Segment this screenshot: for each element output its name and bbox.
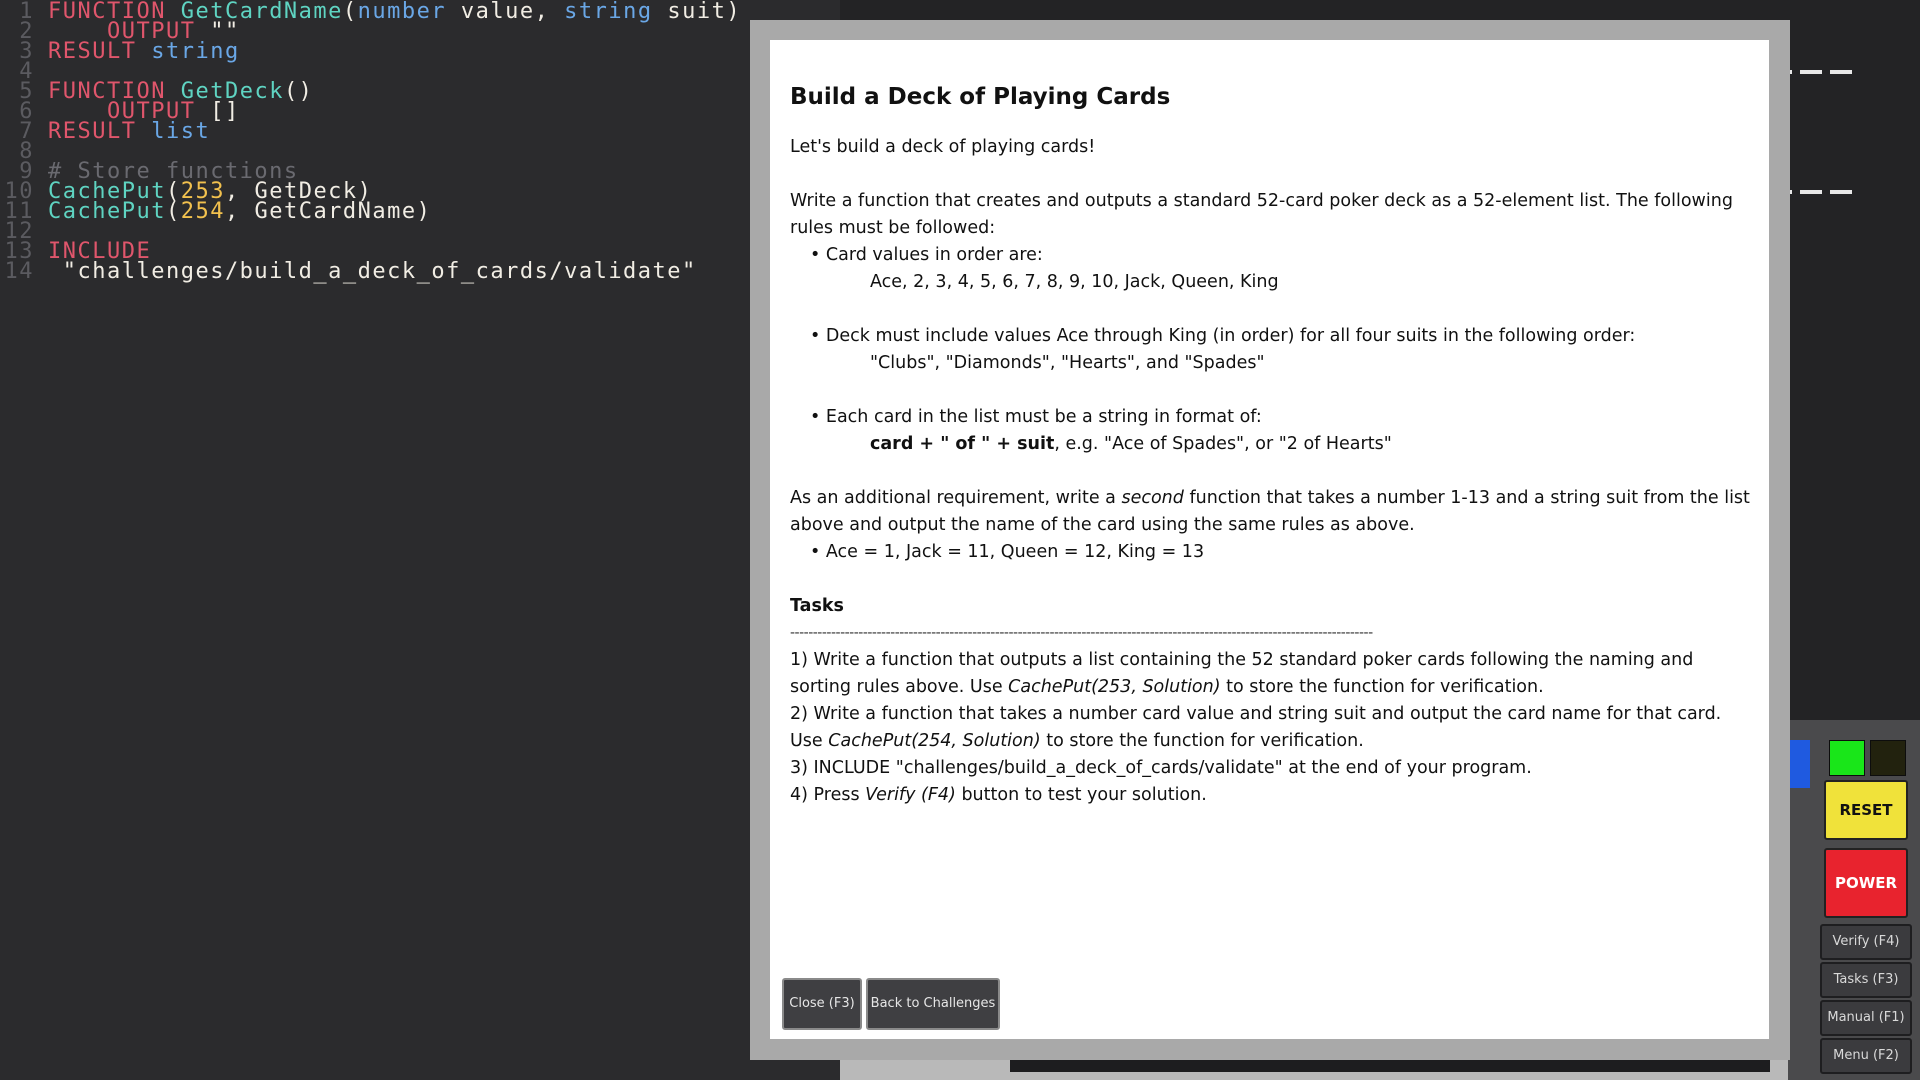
tasks-button[interactable]: Tasks (F3) <box>1820 962 1912 998</box>
code-line[interactable] <box>0 259 697 284</box>
code-token: OUTPUT <box>106 19 196 44</box>
close-button[interactable]: Close (F3) <box>782 978 862 1030</box>
additional-text: function that takes a number 1-13 and a string suit from the list above and output the name of the card using the same rules as above. <box>790 488 1750 535</box>
task-text: 1) Write a function that outputs a list containing the 52 standard poker cards following the naming and sorting rules above. Use <box>790 650 1694 697</box>
intro-text: Let's build a deck of playing cards! <box>790 137 1096 157</box>
line-number: 6 <box>19 99 34 124</box>
challenge-description <box>790 80 1750 809</box>
manual-button[interactable]: Manual (F1) <box>1820 1000 1912 1036</box>
code-reference: CachePut(254, Solution) <box>828 731 1041 751</box>
line-number: 14 <box>4 259 34 284</box>
line-number: 13 <box>4 239 34 264</box>
line-number: 5 <box>19 79 34 104</box>
rule-format-example <box>790 431 1750 458</box>
code-editor[interactable] <box>0 0 840 1080</box>
power-button[interactable]: POWER <box>1824 848 1908 918</box>
challenge-dialog <box>770 40 1769 1039</box>
code-token: () <box>283 79 314 104</box>
code-token: suit) <box>652 0 742 24</box>
line-number: 12 <box>4 219 34 244</box>
line-number: 3 <box>19 39 34 64</box>
code-token: 253 <box>180 179 225 204</box>
line-number: 10 <box>4 179 34 204</box>
rule-suits: • Deck must include values Ace through King (in order) for all four suits in the following order: <box>810 326 1636 346</box>
code-token: ( <box>165 199 181 224</box>
line-number: 7 <box>19 119 34 144</box>
power-led-icon <box>1829 740 1865 776</box>
code-token: INCLUDE <box>48 239 152 264</box>
code-token: 254 <box>180 199 225 224</box>
task-4 <box>790 782 1750 809</box>
rule-card-values: • Card values in order are: <box>810 245 1043 265</box>
dialog-title: Build a Deck of Playing Cards <box>790 84 1171 110</box>
code-token: CachePut <box>48 179 166 204</box>
rule-format: • Each card in the list must be a string in format of: <box>810 407 1262 427</box>
code-line[interactable] <box>0 39 240 64</box>
rule-card-values-list: Ace, 2, 3, 4, 5, 6, 7, 8, 9, 10, Jack, Queen, King <box>870 272 1279 292</box>
line-number: 4 <box>19 59 34 84</box>
code-token: GetCardName <box>180 0 343 24</box>
code-token: number <box>357 0 447 24</box>
code-reference: CachePut(253, Solution) <box>1008 677 1221 697</box>
task-3: 3) INCLUDE "challenges/build_a_deck_of_cards/validate" at the end of your program. <box>790 758 1532 778</box>
task-text: button to test your solution. <box>955 785 1207 805</box>
code-token: FUNCTION <box>48 79 181 104</box>
status-led-icon <box>1870 740 1906 776</box>
additional-requirement <box>790 485 1750 539</box>
code-token: string <box>564 0 653 24</box>
emphasis-text: second <box>1121 488 1184 508</box>
line-number: 1 <box>19 0 34 24</box>
divider: -------------------------------------------------------------------------------------------------------------------------------- <box>790 625 1373 641</box>
task-text: 4) Press <box>790 785 866 805</box>
code-token: string <box>151 39 240 64</box>
code-token: value, <box>446 0 565 24</box>
reset-button[interactable]: RESET <box>1824 780 1908 840</box>
line-number: 2 <box>19 19 34 44</box>
code-token: FUNCTION <box>48 0 181 24</box>
menu-button[interactable]: Menu (F2) <box>1820 1038 1912 1074</box>
code-token: list <box>151 119 211 144</box>
code-token: CachePut <box>48 199 166 224</box>
format-example: , e.g. "Ace of Spades", or "2 of Hearts" <box>1054 434 1392 454</box>
line-number: 8 <box>19 139 34 164</box>
code-token: [] <box>195 99 240 124</box>
task-text: 2) Write a function that takes a number card value and string suit and output the card name for that card. Use <box>790 704 1722 751</box>
line-number: 11 <box>4 199 34 224</box>
value-mapping: • Ace = 1, Jack = 11, Queen = 12, King = 13 <box>810 542 1205 562</box>
rule-suits-list: "Clubs", "Diamonds", "Hearts", and "Spades" <box>870 353 1265 373</box>
code-token: , GetCardName) <box>224 199 432 224</box>
task-1 <box>790 647 1750 701</box>
task-2 <box>790 701 1750 755</box>
button-reference: Verify (F4) <box>865 785 956 805</box>
code-token: GetDeck <box>180 79 284 104</box>
code-token: "" <box>195 19 240 44</box>
code-token: RESULT <box>48 119 152 144</box>
code-line[interactable] <box>0 199 432 224</box>
back-to-challenges-button[interactable]: Back to Challenges <box>866 978 1000 1030</box>
code-token: RESULT <box>48 39 152 64</box>
code-token: ( <box>342 0 358 24</box>
verify-button[interactable]: Verify (F4) <box>1820 924 1912 960</box>
code-token: , GetDeck) <box>224 179 373 204</box>
code-token: ( <box>165 179 181 204</box>
description-text: Write a function that creates and outputs a standard 52-card poker deck as a 52-element list. The following rules must be followed: <box>790 191 1733 238</box>
code-token: # Store functions <box>48 159 299 184</box>
additional-text: As an additional requirement, write a <box>790 488 1122 508</box>
bottom-strip-inner <box>1010 1060 1770 1072</box>
task-text: to store the function for verification. <box>1040 731 1364 751</box>
code-token: "challenges/build_a_deck_of_cards/validate" <box>48 259 697 284</box>
code-token: OUTPUT <box>106 99 196 124</box>
format-expression: card + " of " + suit <box>870 434 1055 454</box>
tasks-heading: Tasks <box>790 596 844 616</box>
line-number: 9 <box>19 159 34 184</box>
task-text: to store the function for verification. <box>1220 677 1544 697</box>
